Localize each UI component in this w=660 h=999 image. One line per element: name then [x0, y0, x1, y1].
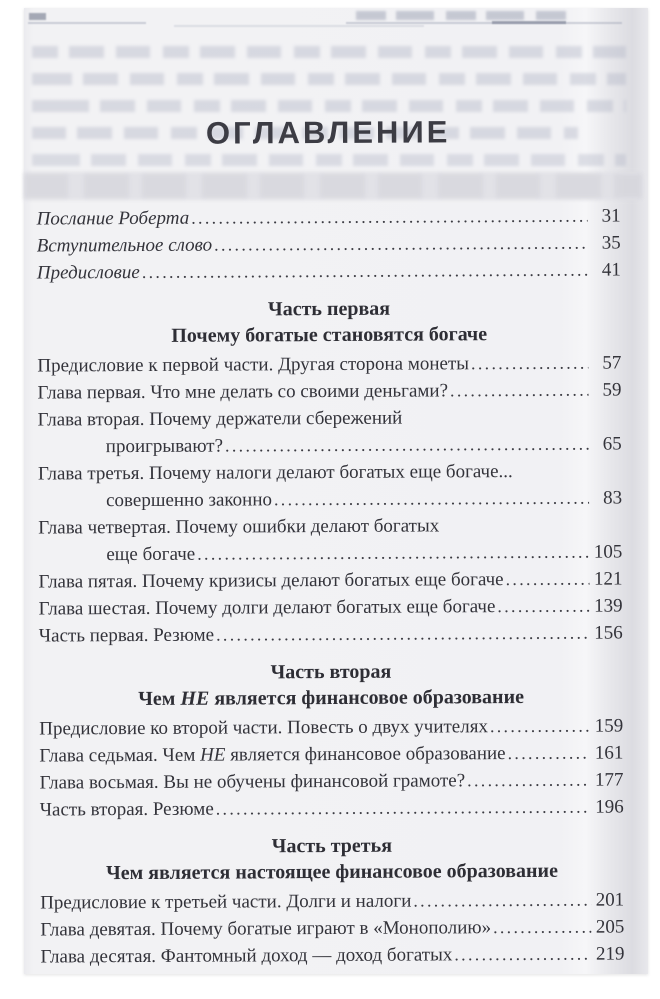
toc-entry-text: Глава третья. Почему налоги делают богатых еще богаче...: [37, 461, 513, 485]
part-heading-line2: [39, 683, 623, 712]
toc-entry-page: 205: [595, 916, 625, 938]
toc-entry-text: Предисловие к третьей части. Долги и налоги: [40, 890, 412, 914]
toc-entry-text: Глава пятая. Почему кризисы делают богатых еще богаче: [38, 569, 504, 593]
dot-leader: [467, 767, 591, 795]
part-entries: [40, 886, 624, 970]
dot-leader: [142, 257, 588, 286]
dot-leader: [490, 713, 590, 741]
dot-leader: [450, 377, 589, 405]
dot-leader: [471, 350, 588, 378]
part-section-3: [40, 831, 625, 970]
toc-entry-text: Глава девятая. Почему богатые играют в «Монополию»: [40, 917, 492, 941]
toc-entry-page: 59: [602, 379, 622, 401]
toc-entry-text-segment: является финансовое образование: [225, 743, 506, 766]
toc-entry-text: еще богаче: [106, 543, 196, 566]
part-heading-line2: [37, 320, 621, 349]
part-heading-text: Почему богатые становятся богаче: [171, 323, 488, 347]
toc-entry: [39, 619, 623, 649]
toc-entry: [37, 349, 621, 379]
toc-entry-text-segment: Глава седьмая. Чем: [39, 744, 201, 767]
part-entries: [37, 349, 623, 649]
toc-entry: [39, 712, 623, 742]
part-heading-em: НЕ: [180, 687, 210, 710]
toc-entry: [37, 202, 621, 232]
toc-entry: [40, 793, 624, 823]
toc-entry-page: 177: [594, 769, 624, 791]
toc-title: ОГЛАВЛЕНИЕ: [205, 114, 451, 151]
part-heading-line1: Часть первая: [267, 297, 391, 321]
dot-leader: [506, 566, 590, 593]
toc-entry-text: Вступительное слово: [36, 234, 213, 257]
part-section-2: [39, 657, 624, 823]
part-section-1: [37, 294, 623, 649]
toc-entry: [40, 940, 624, 970]
toc-entry-em: НЕ: [200, 744, 226, 766]
toc-entry-text: Предисловие к первой части. Другая сторона монеты: [37, 353, 470, 377]
toc-entry-page: 156: [594, 622, 623, 644]
part-heading-line2: [40, 857, 624, 886]
dot-leader: [214, 230, 588, 259]
toc-entry-page: 35: [601, 232, 621, 254]
toc-entry-text: Глава шестая. Почему долги делают богатых еще богаче: [38, 596, 496, 620]
toc-entry-text: Глава восьмая. Вы не обучены финансовой грамоте?: [39, 770, 466, 794]
toc-entry-page: 121: [593, 568, 623, 590]
scanned-book-page: [24, 8, 648, 974]
toc-entry-page: 139: [594, 595, 623, 617]
toc-entry: [38, 565, 622, 595]
part-heading-text: Чем: [138, 687, 181, 711]
toc-entry: [38, 403, 622, 433]
dot-leader: [454, 941, 591, 969]
toc-entry-text: совершенно законно: [106, 489, 273, 512]
dot-leader: [216, 794, 591, 823]
toc-entry-text: Глава четвертая. Почему ошибки делают богатых: [38, 515, 440, 539]
dot-leader: [191, 203, 587, 232]
dot-leader: [497, 593, 589, 620]
toc-entry-page: 31: [601, 205, 621, 227]
toc-entry-text: Глава первая. Что мне делать со своими деньгами?: [37, 380, 449, 404]
toc-entry-continuation: [38, 430, 622, 460]
toc-entry: [40, 886, 624, 916]
toc-entry-page: 57: [602, 352, 622, 374]
dot-leader: [508, 740, 591, 767]
toc-entry-page: 196: [595, 796, 624, 818]
toc-entry-page: 65: [602, 433, 622, 455]
toc-entry: [39, 592, 623, 622]
part-heading-line1: Часть вторая: [270, 660, 392, 684]
toc-entry: [39, 739, 623, 769]
front-matter-section: [37, 202, 621, 286]
toc-entry-text: Глава вторая. Почему держатели сбережений: [37, 407, 403, 431]
toc-entry-continuation: [38, 538, 622, 568]
toc-entry-text: Предисловие ко второй части. Повесть о двух учителях: [39, 716, 488, 740]
toc-entry-text: проигрывают?: [105, 435, 224, 458]
dot-leader: [413, 887, 591, 915]
toc-entry-text: Глава десятая. Фантомный доход — доход богатых: [40, 944, 453, 968]
dot-leader: [274, 485, 589, 514]
toc-entry: [37, 229, 621, 259]
dot-leader: [225, 431, 589, 460]
part-entries: [39, 712, 624, 823]
part-heading-text: является финансовое образование: [209, 685, 525, 710]
toc-entry-page: 219: [595, 943, 625, 965]
toc-entry-text: Часть первая. Резюме: [38, 624, 215, 647]
toc-entry-page: 161: [594, 742, 624, 764]
toc-entry-page: 83: [602, 487, 623, 509]
dot-leader: [216, 620, 590, 649]
part-heading-text: Чем является настоящее финансовое образование: [106, 859, 558, 885]
toc-entry-page: 41: [601, 259, 621, 281]
part-heading-line1: Часть третья: [271, 834, 393, 858]
toc-entry-continuation: [38, 484, 622, 514]
toc-entry-text: Послание Роберта: [36, 207, 190, 230]
toc-entry-page: 105: [593, 541, 623, 563]
part-heading: [40, 831, 624, 886]
part-heading: [37, 294, 621, 349]
toc-entry-text: Часть вторая. Резюме: [39, 798, 214, 821]
toc-entry: [38, 511, 622, 541]
toc-entry: [39, 766, 623, 796]
toc-entry-page: 201: [595, 889, 625, 911]
dot-leader: [493, 914, 591, 942]
dot-leader: [197, 539, 589, 568]
toc-entry-text: [39, 740, 505, 769]
toc-entry: [37, 376, 621, 406]
toc-entry: [38, 457, 622, 487]
toc-entry: [37, 256, 621, 286]
toc-entry-page: 159: [594, 715, 624, 737]
toc-entry: [40, 913, 624, 943]
toc-entry-text: Предисловие: [36, 261, 140, 284]
toc-content: [35, 6, 624, 970]
part-heading: [39, 657, 623, 712]
